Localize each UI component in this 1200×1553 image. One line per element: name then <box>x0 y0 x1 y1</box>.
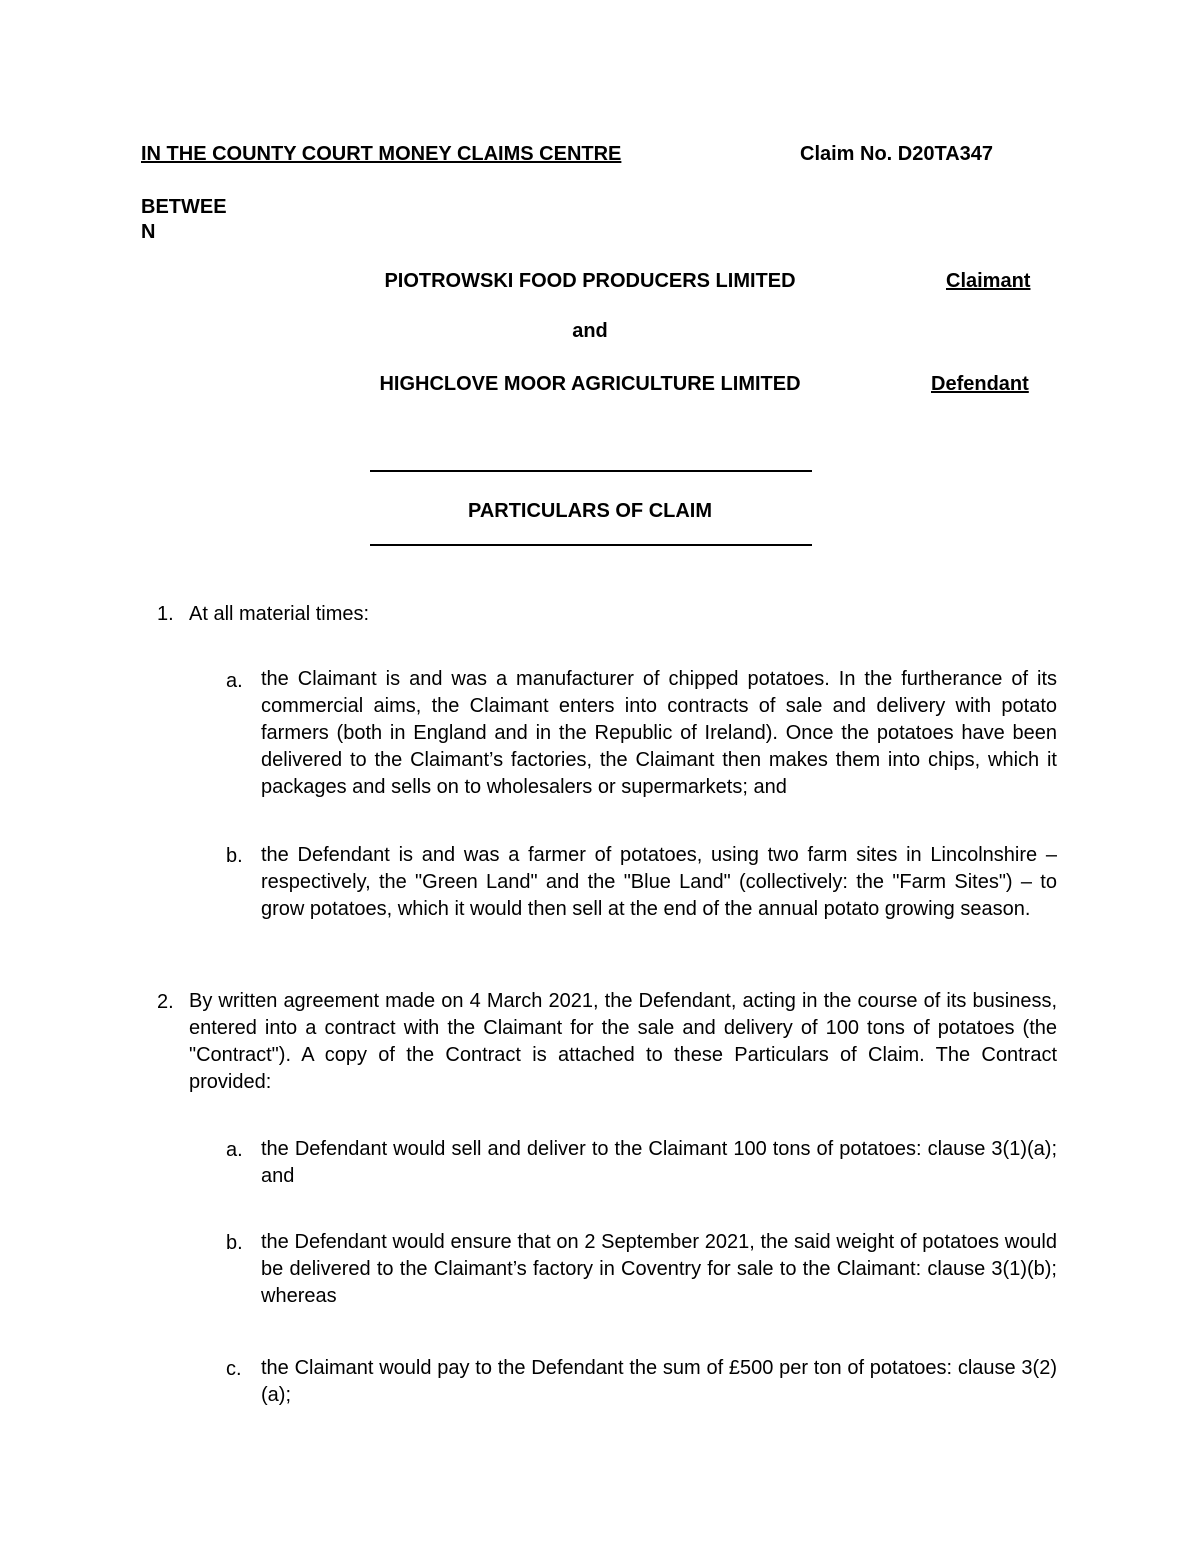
subitem-text: the Defendant would sell and deliver to the Claimant 100 tons of potatoes: clause 3(1)(a); and <box>261 1138 1057 1187</box>
subitem-text: the Defendant would ensure that on 2 September 2021, the said weight of potatoes would be delivered to the Claimant’s factory in Coventry for sale to the Claimant: clause 3(1)(b); whereas <box>261 1231 1057 1307</box>
subitem-letter: a. <box>226 1139 243 1161</box>
paragraph-number: 1. <box>157 603 174 625</box>
title-rule-top <box>370 470 812 472</box>
court-heading: IN THE COUNTY COURT MONEY CLAIMS CENTRE <box>141 143 622 165</box>
paragraph-text: By written agreement made on 4 March 2021, the Defendant, acting in the course of its business, entered into a contract with the Claimant for the sale and delivery of 100 tons of potatoes (the "Contract"). A copy of the Contract is attached to these Particulars of Claim. The Contract provided: <box>189 990 1057 1093</box>
subitem-text: the Defendant is and was a farmer of potatoes, using two farm sites in Lincolnshire – respectively, the "Green Land" and the "Blue Land" (collectively: the "Farm Sites") – to grow potatoes, which it would then sell at the end of the annual potato growing season. <box>261 844 1057 920</box>
title-rule-bottom <box>370 544 812 546</box>
defendant-name: HIGHCLOVE MOOR AGRICULTURE LIMITED <box>379 373 801 395</box>
between-label-line1: BETWEE <box>141 196 227 218</box>
subitem-letter: b. <box>226 845 243 867</box>
subitem-text: the Claimant is and was a manufacturer of chipped potatoes. In the furtherance of its commercial aims, the Claimant enters into contracts of sale and delivery with potato farmers (both in England and in the Republic of Ireland). Once the potatoes have been delivered to the Claimant’s factories, the Claimant then makes them into chips, which it packages and sells on to wholesalers or supermarkets; and <box>261 668 1057 798</box>
paragraph-text: At all material times: <box>189 603 370 625</box>
subitem-letter: b. <box>226 1232 243 1254</box>
paragraph-number: 2. <box>157 991 174 1013</box>
document-title: PARTICULARS OF CLAIM <box>467 500 713 522</box>
defendant-role: Defendant <box>931 373 1029 395</box>
claim-number: Claim No. D20TA347 <box>800 143 994 165</box>
between-label-line2: N <box>141 221 156 243</box>
and-label: and <box>572 320 608 342</box>
subitem-letter: c. <box>226 1358 242 1380</box>
subitem-text: the Claimant would pay to the Defendant the sum of £500 per ton of potatoes: clause 3(2)(a); <box>261 1357 1057 1406</box>
claimant-role: Claimant <box>946 270 1031 292</box>
claimant-name: PIOTROWSKI FOOD PRODUCERS LIMITED <box>384 270 796 292</box>
subitem-letter: a. <box>226 670 243 692</box>
